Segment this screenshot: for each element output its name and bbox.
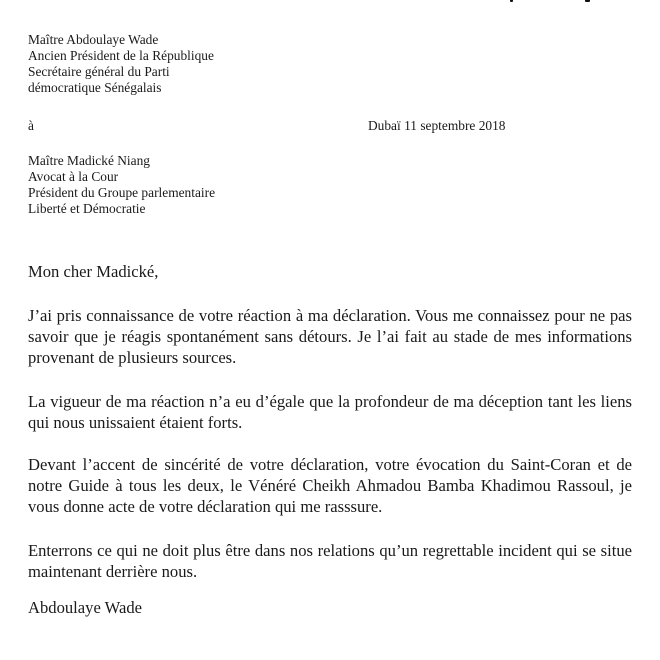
paragraph: Enterrons ce qui ne doit plus être dans nos relations qu’un regrettable incident qui se situe maintenant derrière nous. <box>28 541 632 581</box>
sender-line: Ancien Président de la République <box>28 48 214 63</box>
paragraph: Devant l’accent de sincérité de votre déclaration, votre évocation du Saint-Coran et de notre Guide à tous les deux, le Vénéré Cheikh Ahmadou Bamba Khadimou Rassoul, je vous donne acte de votre déclaration qui me rasssure. <box>28 455 632 516</box>
sender-line: Secrétaire général du Parti <box>28 64 170 79</box>
sender-line: Maître Abdoulaye Wade <box>28 32 159 47</box>
recipient-line: Liberté et Démocratie <box>28 201 146 216</box>
to-label: à <box>28 118 34 133</box>
sender-line: démocratique Sénégalais <box>28 80 162 95</box>
recipient-line: Avocat à la Cour <box>28 169 119 184</box>
cropped-glyph-fragment <box>585 0 590 2</box>
paragraph: La vigueur de ma réaction n’a eu d’égale que la profondeur de ma déception tant les liens qui nous unissaient étaient forts. <box>28 392 632 432</box>
date-line: Dubaï 11 septembre 2018 <box>368 118 506 133</box>
salutation: Mon cher Madické, <box>28 262 159 281</box>
recipient-block <box>28 153 215 217</box>
recipient-line: Président du Groupe parlementaire <box>28 185 216 200</box>
paragraph: J’ai pris connaissance de votre réaction à ma déclaration. Vous me connaissez pour ne pas savoir que je réagis spontanément sans détours. Je l’ai fait au stade de mes informations provenant de plusieurs sources. <box>28 306 632 367</box>
sender-block <box>28 32 214 96</box>
recipient-line: Maître Madické Niang <box>28 153 150 168</box>
signature: Abdoulaye Wade <box>28 598 143 617</box>
cropped-glyph-fragment <box>510 0 513 2</box>
